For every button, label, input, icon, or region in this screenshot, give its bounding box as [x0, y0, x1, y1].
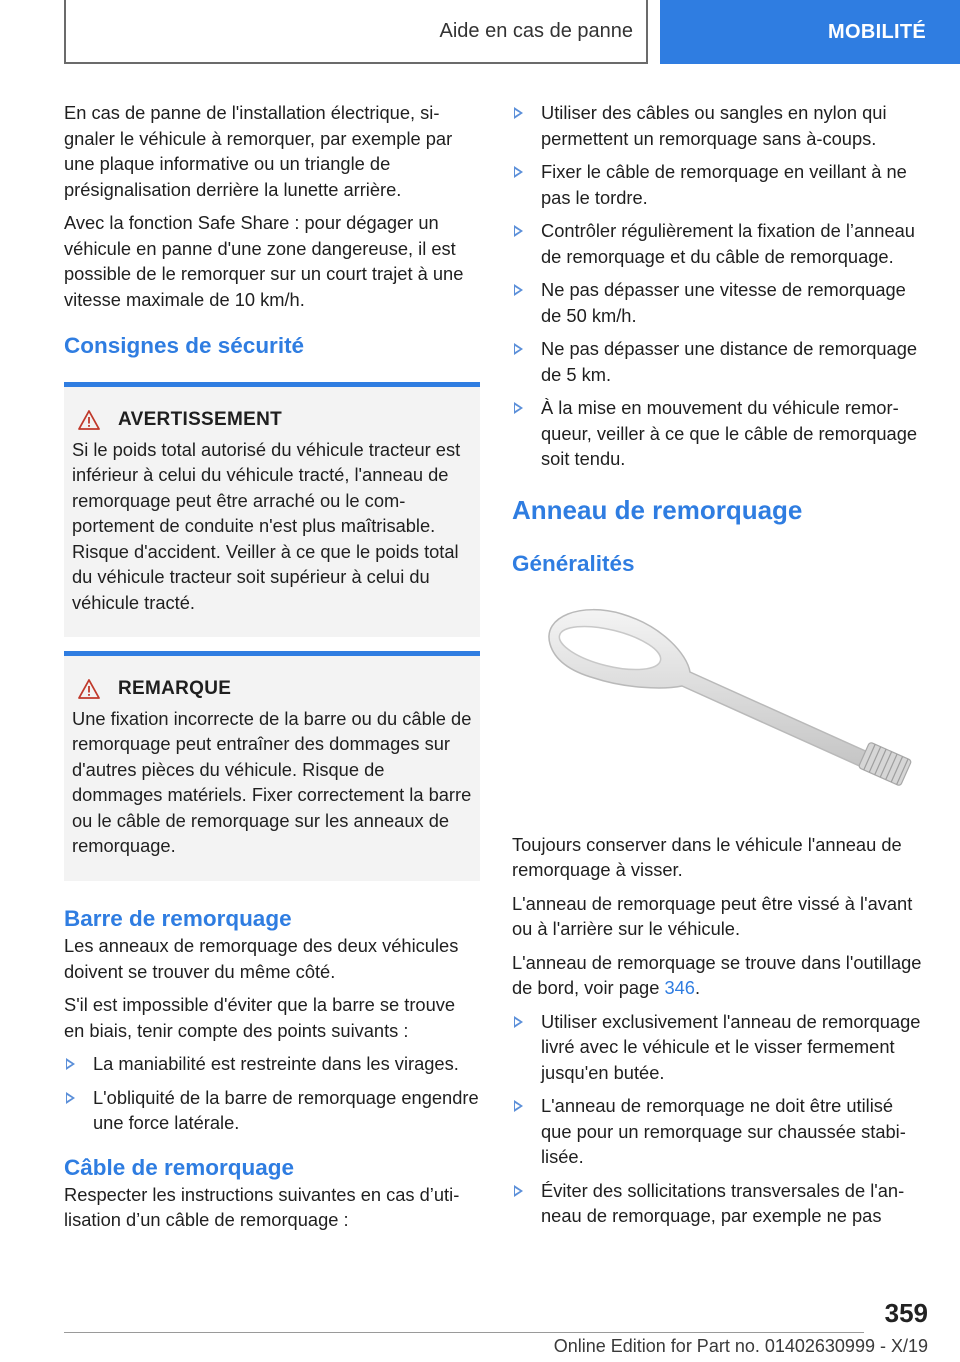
paragraph: Toujours conserver dans le véhicule l'anneau de remorquage à visser. [512, 833, 902, 880]
triangle-bullet-icon [66, 1092, 75, 1104]
paragraph: Les anneaux de remorquage des deux véhicules doivent se trouver du même côté. [64, 935, 459, 982]
triangle-bullet-icon [66, 1058, 75, 1070]
heading-anneau: Anneau de remorquage [512, 494, 803, 525]
list-item-text: Fixer le câble de remorquage en veillant à ne pas le tordre. [541, 161, 907, 208]
warning-box [64, 382, 480, 637]
warning-triangle-icon [78, 410, 100, 430]
paragraph: Avec la fonction Safe Share : pour dégager un véhicule en panne d'une zone dangereuse, il est possible de le remorquer sur un court trajet à une vitesse maximale de 10 km/h. [64, 212, 464, 310]
note-text: Une fixation incorrecte de la barre ou du câble de remorquage peut entraîner des dommages sur d'autres pièces du véhicule. Risque de dommages matériels. Fixer correctement la barre ou le câble de remorquage sur les anneaux de remorquage. [72, 707, 472, 856]
barre-list [64, 1051, 480, 1136]
triangle-bullet-icon [514, 107, 523, 119]
list-item-text: La maniabilité est restreinte dans les virages. [93, 1053, 459, 1074]
triangle-bullet-icon [514, 343, 523, 355]
list-item-text: L'anneau de remorquage ne doit être utilisé que pour un remorquage sur chaussée stabilisée. [541, 1095, 906, 1167]
paragraph-text: L'anneau de remorquage se trouve dans l'outillage de bord, voir page [512, 951, 922, 998]
paragraph: En cas de panne de l'installation électrique, signaler le véhicule à remorquer, par exemple par une plaque informative ou un triangle de présignalisation derrière la lunette arrière. [64, 102, 453, 200]
list-item [512, 159, 928, 210]
left-column [64, 100, 480, 1241]
page-reference-link[interactable]: 346 [664, 977, 695, 998]
warning-title: AVERTISSEMENT [118, 409, 283, 430]
heading-cable: Câble de remorquage [64, 1154, 295, 1180]
note-box-title [72, 676, 472, 702]
list-item [64, 1051, 480, 1077]
footer-edition: Online Edition for Part no. 01402630999 - X/19 [553, 1336, 928, 1356]
list-item-text: Ne pas dépasser une distance de remorquage de 5 km. [541, 338, 918, 385]
page-number: 359 [884, 1298, 928, 1328]
anneau-list [512, 1009, 928, 1229]
list-item [512, 218, 928, 269]
list-item [512, 395, 928, 472]
header-section [64, 0, 648, 64]
heading-consignes: Consignes de sécurité [64, 333, 305, 358]
list-item [512, 336, 928, 387]
warning-text: Si le poids total autorisé du véhicule tracteur est inférieur à celui du véhicule tracté, l'anneau de remorquage peut être arraché ou le comportement de conduite n'est plus maîtrisable. Risque d'accident. Veiller à ce que le poids total du véhicule tracteur soit supérieur à celui du véhicule tracté. [72, 438, 461, 613]
note-box [64, 651, 480, 881]
warning-box-title [72, 407, 472, 433]
tow-eye-image [512, 582, 928, 832]
paragraph: S'il est impossible d'éviter que la barre se trouve en biais, tenir compte des points suivants : [64, 994, 456, 1041]
header-section-label: Aide en cas de panne [439, 19, 633, 42]
tow-eye-illustration [512, 582, 928, 832]
list-item-text: L'obliquité de la barre de remorquage engendre une force latérale. [93, 1086, 479, 1133]
heading-generalites: Généralités [512, 550, 635, 576]
triangle-bullet-icon [514, 166, 523, 178]
list-item-text: Éviter des sollicitations transversales de l'anneau de remorquage, par exemple ne pas [541, 1179, 905, 1226]
paragraph: Respecter les instructions suivantes en cas d’utilisation d’un câble de remorquage : [64, 1183, 460, 1230]
footer-divider [64, 1332, 864, 1333]
cable-list [512, 100, 928, 472]
right-column [512, 100, 928, 1237]
list-item [512, 1178, 928, 1229]
warning-triangle-icon [78, 679, 100, 699]
triangle-bullet-icon [514, 402, 523, 414]
triangle-bullet-icon [514, 1185, 523, 1197]
triangle-bullet-icon [514, 284, 523, 296]
list-item [512, 100, 928, 151]
paragraph-with-link [512, 950, 928, 1001]
heading-barre: Barre de remorquage [64, 906, 292, 931]
list-item-text: Utiliser des câbles ou sangles en nylon qui permettent un remorquage sans à-coups. [541, 102, 887, 149]
list-item [512, 1009, 928, 1086]
list-item-text: Ne pas dépasser une vitesse de remorquage de 50 km/h. [541, 279, 906, 326]
list-item [64, 1085, 480, 1136]
triangle-bullet-icon [514, 1016, 523, 1028]
list-item-text: Utiliser exclusivement l'anneau de remorquage livré avec le véhicule et le visser fermement jusqu'en butée. [541, 1010, 921, 1083]
header-chapter-label: MOBILITÉ [828, 20, 926, 43]
list-item-text: À la mise en mouvement du véhicule remorqueur, veiller à ce que le câble de remorquage soit tendu. [541, 397, 918, 469]
header-chapter [660, 0, 960, 64]
note-title: REMARQUE [118, 678, 232, 699]
list-item [512, 277, 928, 328]
list-item-text: Contrôler régulièrement la fixation de l’anneau de remorquage et du câble de remorquage. [541, 220, 915, 267]
paragraph: L'anneau de remorquage peut être vissé à l'avant ou à l'arrière sur le véhicule. [512, 892, 913, 939]
paragraph-text: . [694, 977, 701, 998]
list-item [512, 1093, 928, 1170]
triangle-bullet-icon [514, 225, 523, 237]
triangle-bullet-icon [514, 1100, 523, 1112]
